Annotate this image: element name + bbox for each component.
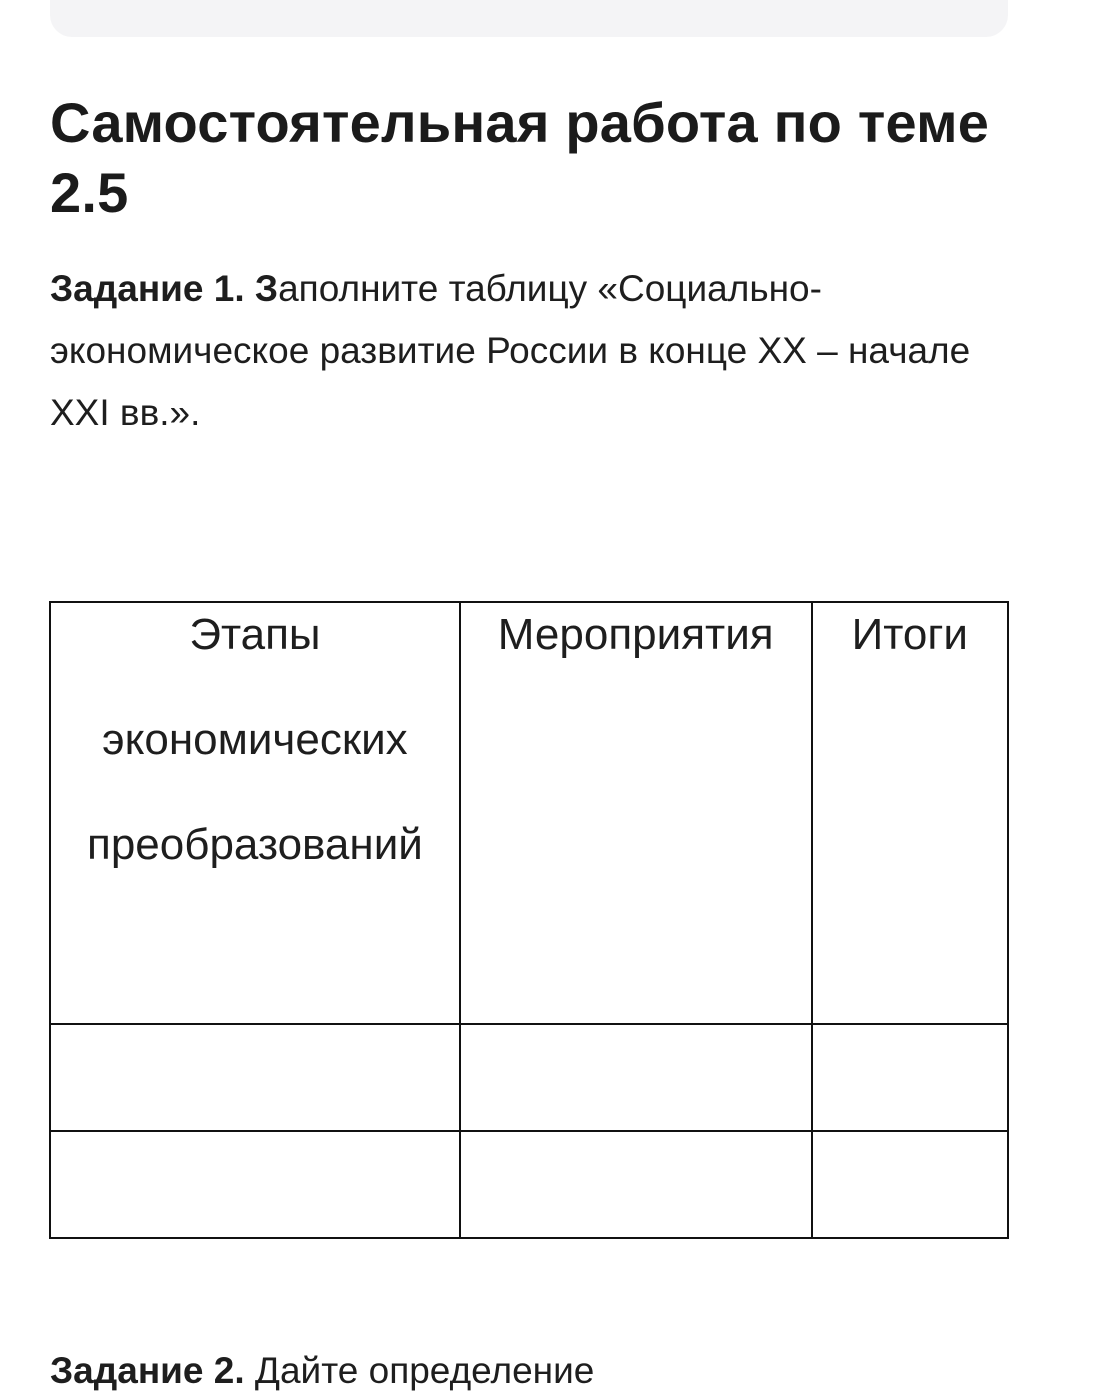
top-card [50,0,1008,37]
task-2-text: Дайте определение [254,1350,595,1391]
table-cell[interactable] [460,1024,812,1131]
task-1-first-letter: З [254,268,279,309]
header-measures [460,602,812,1024]
task-1-label: Задание 1. [50,268,245,309]
header-results-label: Итоги [851,610,968,659]
table-cell[interactable] [50,1131,460,1238]
table-cell[interactable] [50,1024,460,1131]
table-header-row [50,602,1008,1024]
header-results [812,602,1008,1024]
table-row [50,1131,1008,1238]
task-1-text: аполните таблицу «Социально-экономическое развитие России в конце XX – начале XXI вв.». [50,268,971,433]
task-1 [50,258,1010,444]
header-measures-label: Мероприятия [497,610,774,659]
answer-table [49,601,1009,1239]
table-cell[interactable] [812,1131,1008,1238]
table-cell[interactable] [460,1131,812,1238]
header-stages-label: Этапы экономических преобразований [87,610,423,869]
table-row [50,1024,1008,1131]
table-cell[interactable] [812,1024,1008,1131]
page-title: Самостоятельная работа по теме 2.5 [50,91,990,224]
task-2-partial [50,1351,594,1391]
task-2-label: Задание 2. [50,1350,245,1391]
header-stages [50,602,460,1024]
